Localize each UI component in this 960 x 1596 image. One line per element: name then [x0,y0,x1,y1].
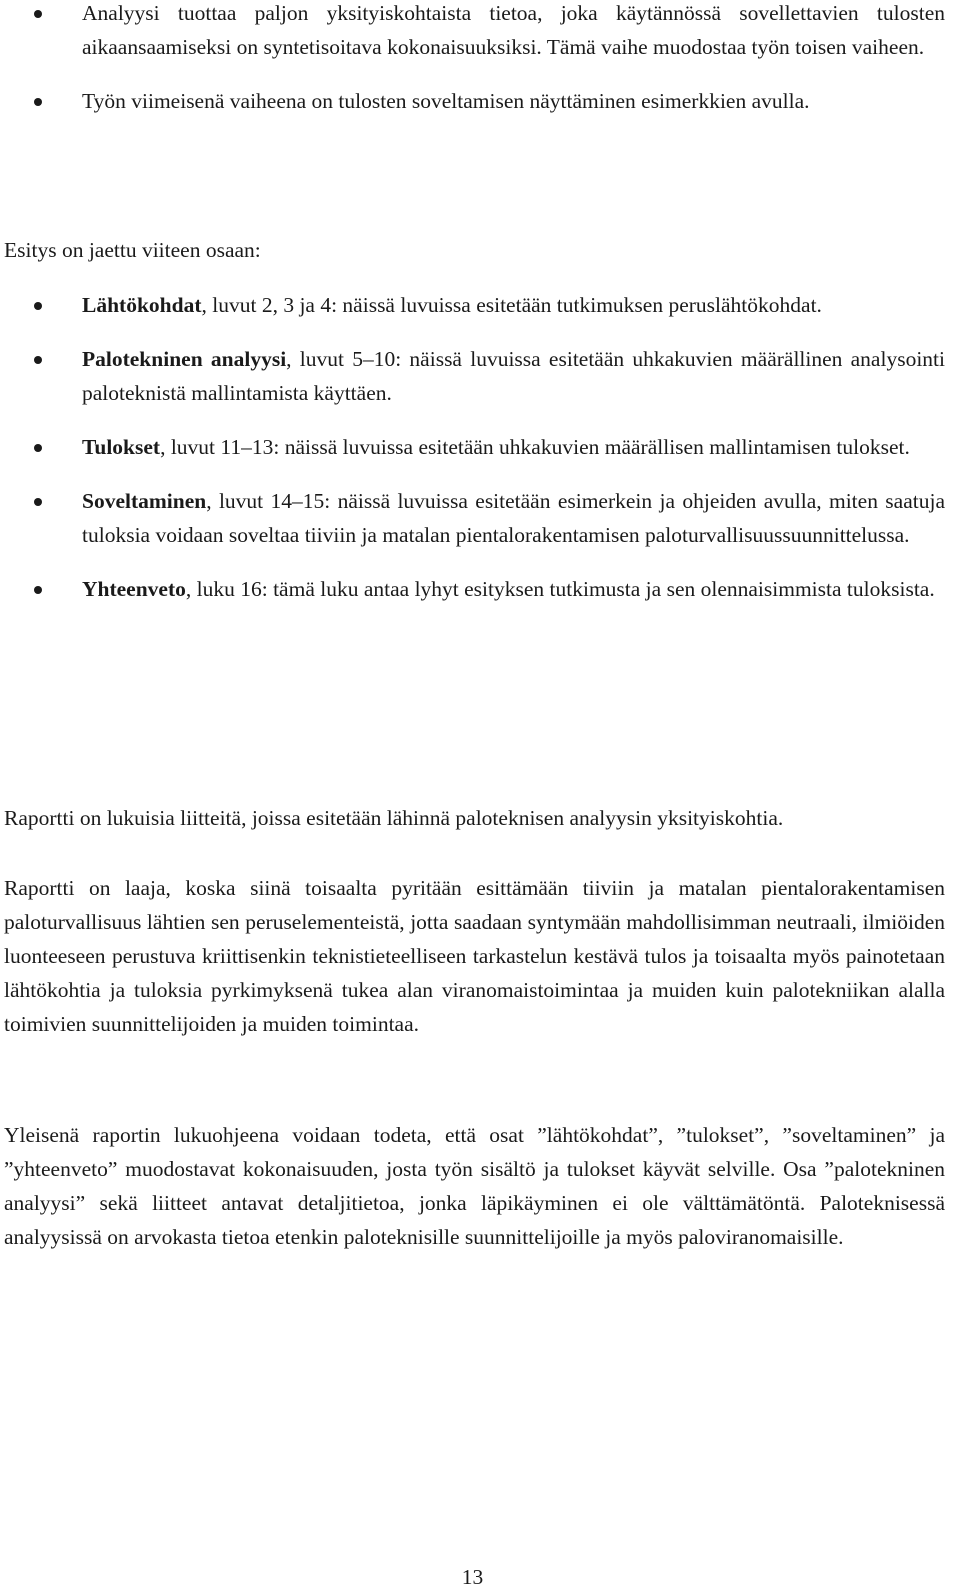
bullet-item [0,84,945,118]
bullet-dot-icon [34,586,42,594]
bullet-dot-icon [34,444,42,452]
intro-paragraph: Esitys on jaettu viiteen osaan: [4,238,261,262]
reading-guide-paragraph: Yleisenä raportin lukuohjeena voidaan todeta, että osat ”lähtökohdat”, ”tulokset”, ”soveltaminen” ja ”yhteenveto” muodostavat kokonaisuuden, josta työn sisältö ja tulokset käyvät selville. Osa ”palotekninen analyysi” sekä liitteet antavat detaljitietoa, jonka läpikäyminen ei ole välttämätöntä. Paloteknisessä analyysissä on arvokasta tietoa etenkin paloteknisille suunnittelijoille ja myös paloviranomaisille. [4,1123,945,1249]
bullet-dot-icon [34,302,42,310]
bullet-text: Työn viimeisenä vaiheena on tulosten soveltamisen näyttäminen esimerkkien avulla. [82,89,810,113]
scope-paragraph: Raportti on laaja, koska siinä toisaalta pyritään esittämään tiiviin ja matalan pientalorakentamisen paloturvallisuus lähtien sen peruselementeistä, jotta saadaan syntymään mahdollisimman neutraali, ilmiöiden luonteeseen perustuva kriittisenkin teknistieteelliseen tarkastelun kestävä tulos ja toisaalta myös painotetaan lähtökohtia ja tuloksia pyrkimyksenä tukea alan viranomaistoimintaa ja muiden kuin palotekniikan alalla toimivien suunnittelijoiden ja muiden toimintaa. [4,876,945,1036]
appendices-paragraph: Raportti on lukuisia liitteitä, joissa esitetään lähinnä paloteknisen analyysin yksityiskohtia. [4,806,784,830]
bullet-text: Analyysi tuottaa paljon yksityiskohtaista tietoa, joka käytännössä sovellettavien tulosten aikaansaamiseksi on syntetisoitava kokonaisuuksiksi. Tämä vaihe muodostaa työn toisen vaiheen. [82,1,945,59]
bullet-item [0,0,945,64]
part-term: Tulokset [82,435,161,459]
parts-list [0,288,945,606]
part-description: , luvut 11–13: näissä luvuissa esitetään uhkakuvien määrällisen mallintamisen tulokset. [160,435,910,459]
page-number: 13 [461,1565,484,1589]
top-bullet-list [0,0,945,118]
part-term: Yhteenveto [82,577,186,601]
bullet-dot-icon [34,356,42,364]
bullet-dot-icon [34,10,42,18]
part-description: , luvut 2, 3 ja 4: näissä luvuissa esitetään tutkimuksen peruslähtökohdat. [201,293,822,317]
part-item-yhteenveto [0,572,945,606]
part-item-tulokset [0,430,945,464]
part-item-lahtokohdat [0,288,945,322]
part-item-soveltaminen [0,484,945,552]
part-term: Lähtökohdat [82,293,202,317]
part-description: , luku 16: tämä luku antaa lyhyt esityksen tutkimusta ja sen olennaisimmista tuloksista. [185,577,935,601]
part-term: Palotekninen analyysi [82,347,287,371]
bullet-dot-icon [34,498,42,506]
part-item-palotekninen-analyysi [0,342,945,410]
part-description: , luvut 5–10: näissä luvuissa esitetään uhkakuvien määrällinen analysointi paloteknistä mallintamista käyttäen. [82,347,945,405]
bullet-dot-icon [34,98,42,106]
part-description: , luvut 14–15: näissä luvuissa esitetään esimerkein ja ohjeiden avulla, miten saatuja tuloksia voidaan soveltaa tiiviin ja matalan pientalorakentamisen paloturvallisuussuunnittelussa. [82,489,945,547]
part-term: Soveltaminen [82,489,207,513]
